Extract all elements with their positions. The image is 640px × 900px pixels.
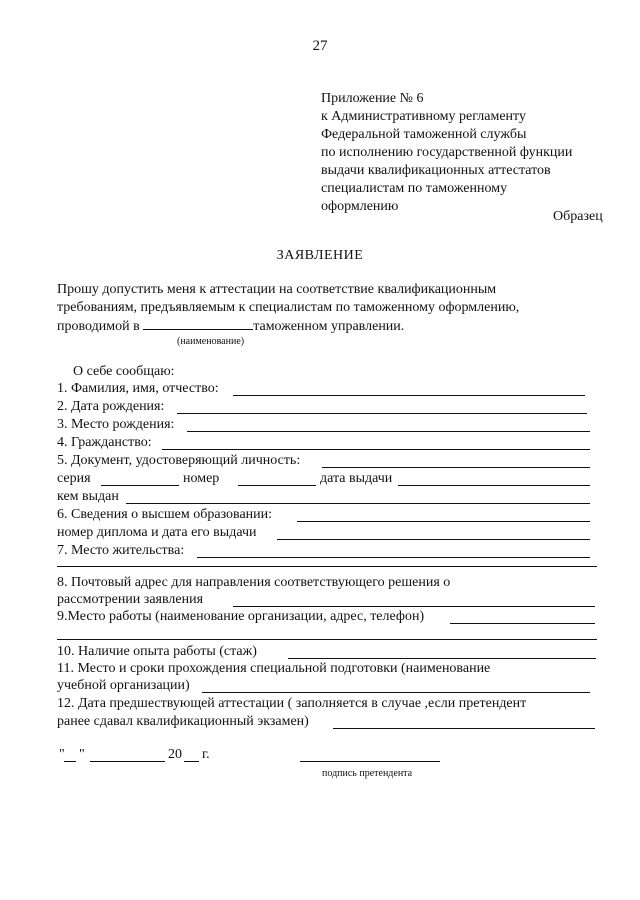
annex-line: специалистам по таможенному (321, 181, 508, 196)
field-experience-blank[interactable] (288, 658, 596, 659)
date-open-quote: " (59, 747, 65, 762)
request-hint: (наименование) (177, 336, 245, 347)
field-citizenship-blank[interactable] (162, 449, 590, 450)
annex-line: к Административному регламенту (321, 109, 526, 124)
field-issued-by-label: кем выдан (57, 489, 119, 504)
field-prev-attestation-blank[interactable] (333, 728, 595, 729)
field-training-label-1: 11. Место и сроки прохождения специальной подготовки (наименование (57, 661, 491, 676)
field-residence-label: 7. Место жительства: (57, 543, 185, 558)
field-postal-blank[interactable] (233, 606, 595, 607)
request-line-3-start: проводимой в (57, 319, 140, 334)
field-number-blank[interactable] (238, 485, 316, 486)
annex-line: по исполнению государственной функции (321, 145, 573, 160)
field-training-label-2: учебной организации) (57, 678, 190, 693)
signature-blank[interactable] (300, 761, 440, 762)
field-issue-date-blank[interactable] (398, 485, 590, 486)
request-line-3-end: таможенном управлении. (253, 319, 405, 334)
request-line-1: Прошу допустить меня к аттестации на соответствие квалификационным (57, 282, 497, 297)
signature-label: подпись претендента (322, 768, 413, 779)
page-number: 27 (312, 38, 328, 54)
field-experience-label: 10. Наличие опыта работы (стаж) (57, 644, 257, 659)
field-birth-date-blank[interactable] (177, 413, 587, 414)
field-workplace-blank-2[interactable] (57, 639, 597, 640)
field-residence-blank[interactable] (197, 557, 590, 558)
annex-line: Приложение № 6 (321, 91, 424, 106)
field-birth-place-blank[interactable] (187, 431, 590, 432)
field-number-label: номер (183, 471, 220, 486)
field-series-blank[interactable] (101, 485, 179, 486)
field-education-blank[interactable] (297, 521, 590, 522)
field-postal-label-1: 8. Почтовый адрес для направления соответствующего решения о (57, 575, 451, 590)
field-postal-label-2: рассмотрении заявления (57, 592, 204, 607)
field-full-name-blank[interactable] (233, 395, 585, 396)
date-day-blank[interactable] (64, 761, 76, 762)
field-workplace-label: 9.Место работы (наименование организации, адрес, телефон) (57, 609, 425, 624)
date-close-quote: " (79, 747, 85, 762)
field-issued-by-blank[interactable] (126, 503, 590, 504)
annex-line: Федеральной таможенной службы (321, 127, 527, 142)
annex-line: выдачи квалификационных аттестатов (321, 163, 551, 178)
about-intro: О себе сообщаю: (73, 364, 175, 379)
field-residence-blank-2[interactable] (57, 566, 597, 567)
field-full-name-label: 1. Фамилия, имя, отчество: (57, 381, 219, 396)
field-diploma-blank[interactable] (277, 539, 590, 540)
field-workplace-blank[interactable] (450, 623, 595, 624)
field-education-label: 6. Сведения о высшем образовании: (57, 507, 273, 522)
date-year-prefix: 20 (168, 747, 182, 762)
date-year-suffix: г. (202, 747, 210, 762)
field-id-document-label: 5. Документ, удостоверяющий личность: (57, 453, 301, 468)
customs-office-blank[interactable] (143, 317, 253, 330)
annex-header (321, 90, 631, 216)
field-training-blank[interactable] (202, 692, 590, 693)
field-birth-place-label: 3. Место рождения: (57, 417, 175, 432)
request-line-2: требованиям, предъявляемым к специалистам по таможенному оформлению, (57, 300, 520, 315)
field-id-document-blank[interactable] (322, 467, 590, 468)
field-prev-attestation-label-1: 12. Дата предшествующей аттестации ( заполняется в случае ,если претендент (57, 696, 527, 711)
field-prev-attestation-label-2: ранее сдавал квалификационный экзамен) (57, 714, 309, 729)
sample-label: Образец (553, 209, 603, 224)
field-issue-date-label: дата выдачи (320, 471, 393, 486)
field-citizenship-label: 4. Гражданство: (57, 435, 152, 450)
date-year-blank[interactable] (184, 761, 199, 762)
annex-line: оформлению (321, 199, 399, 214)
date-month-blank[interactable] (90, 761, 165, 762)
document-title: ЗАЯВЛЕНИЕ (276, 248, 364, 263)
field-birth-date-label: 2. Дата рождения: (57, 399, 165, 414)
field-diploma-label: номер диплома и дата его выдачи (57, 525, 257, 540)
field-series-label: серия (57, 471, 91, 486)
